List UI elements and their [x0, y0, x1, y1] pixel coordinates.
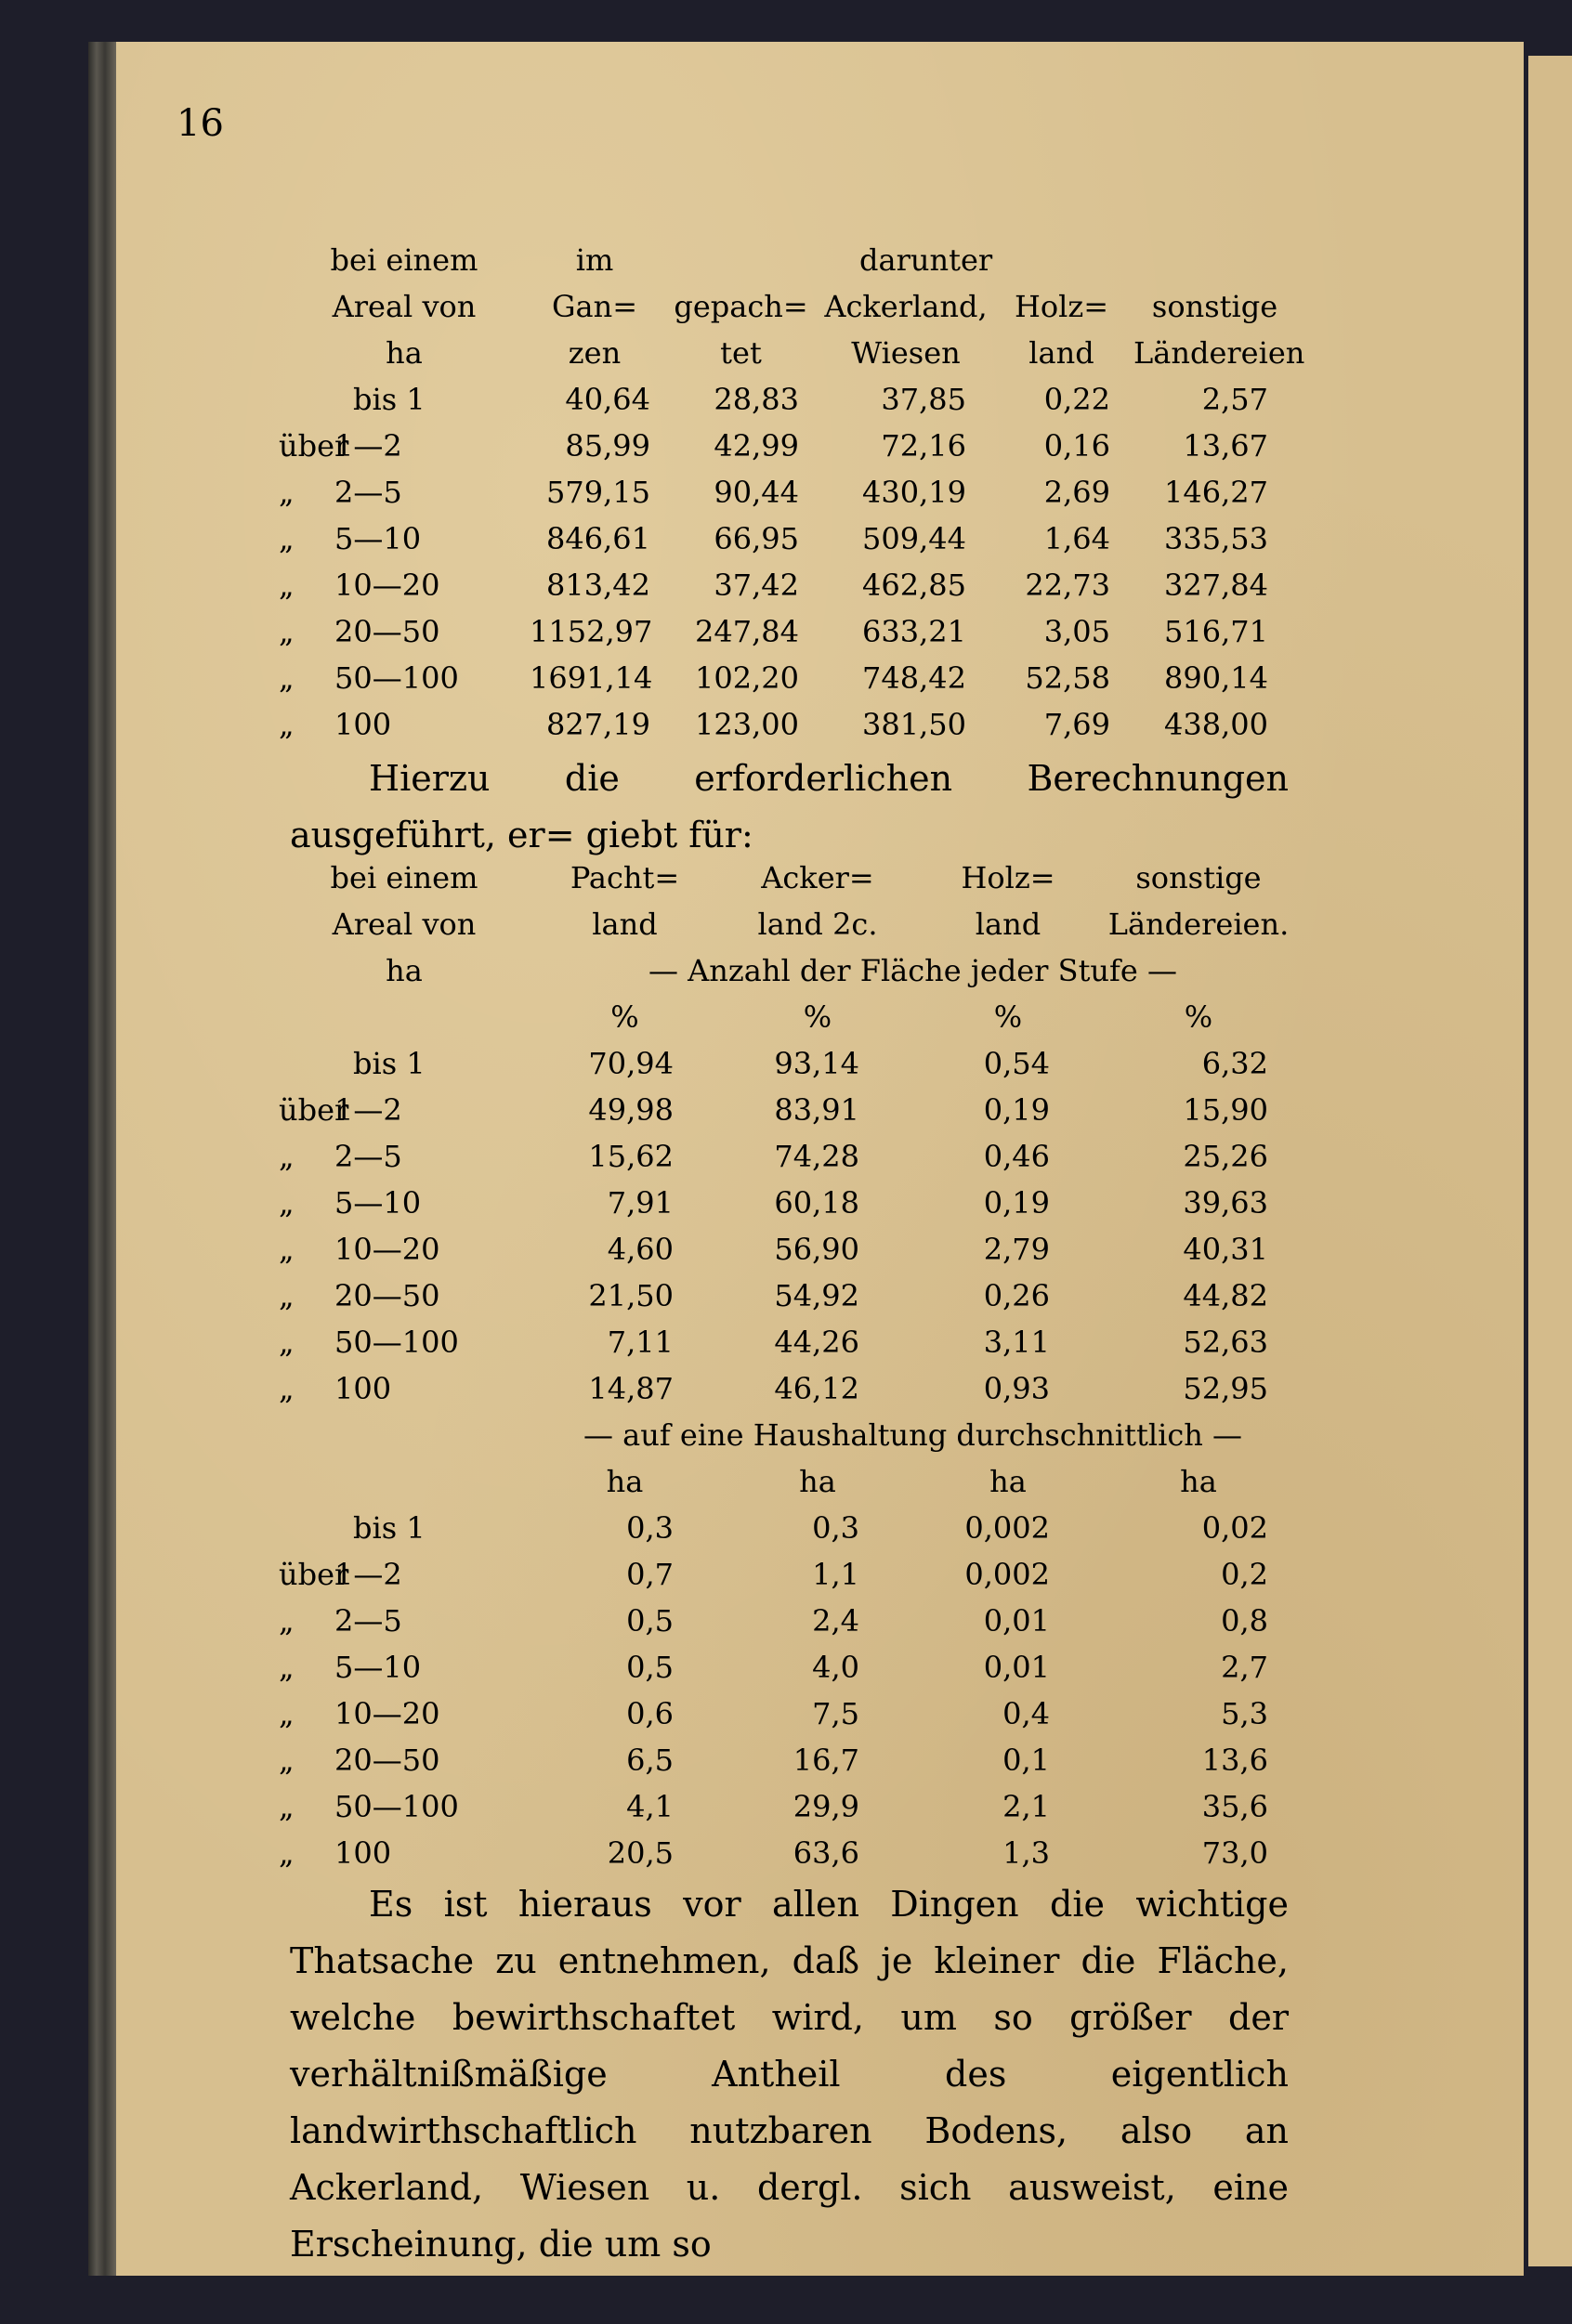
area-prefix: „ — [279, 1185, 295, 1221]
cell-arable: 83,91 — [774, 1092, 859, 1128]
area-range: 50—100 — [334, 660, 459, 696]
cell-wood: 3,05 — [1043, 614, 1111, 649]
header-arable-line1: Acker= — [761, 860, 874, 895]
table-row — [279, 1598, 1296, 1644]
table-header-row — [279, 283, 1296, 330]
area-range: 1—2 — [334, 1092, 402, 1128]
unit-label: ha — [989, 1464, 1027, 1499]
cell-other: 13,6 — [1201, 1743, 1268, 1778]
table-row — [279, 1087, 1296, 1133]
header-wood-line2: land — [975, 907, 1041, 942]
cell-other: 438,00 — [1164, 707, 1269, 742]
cell-arable: 46,12 — [774, 1371, 859, 1406]
closing-text: Es ist hieraus vor allen Dingen die wichtige Thatsache zu entnehmen, daß je kleiner die Fläche, welche bewirthschaftet wird, um so größer der verhältnißmäßige Antheil des eigentlich landwirthschaftlich nutzbaren Bodens, also an Ackerland, Wiesen u. dergl. sich ausweist, eine Erscheinung, die um so — [290, 1884, 1289, 2265]
area-prefix: „ — [279, 475, 295, 510]
cell-leased: 0,6 — [626, 1696, 674, 1731]
cell-arable: 74,28 — [774, 1139, 859, 1174]
cell-leased: 70,94 — [588, 1046, 674, 1081]
cell-other: 40,31 — [1183, 1232, 1268, 1267]
section-title-row — [279, 1412, 1296, 1458]
area-range-cell — [279, 1133, 530, 1180]
header-leased-line2: tet — [720, 335, 762, 371]
header-area-line1: bei einem — [330, 242, 478, 278]
table-row — [279, 1505, 1296, 1551]
area-prefix: „ — [279, 1325, 295, 1360]
cell-leased: 90,44 — [714, 475, 799, 510]
table-row — [279, 1737, 1296, 1783]
area-range-cell — [279, 1040, 530, 1087]
area-prefix: „ — [279, 1743, 295, 1778]
table-row — [279, 1180, 1296, 1226]
table-row — [279, 1691, 1296, 1737]
unit-label: ha — [606, 1464, 644, 1499]
area-prefix: „ — [279, 568, 295, 603]
area-prefix: „ — [279, 660, 295, 696]
area-range-cell — [279, 1598, 530, 1644]
area-prefix: „ — [279, 1371, 295, 1406]
cell-other: 2,57 — [1201, 382, 1269, 417]
table-header-row — [279, 237, 1296, 283]
area-prefix: „ — [279, 1789, 295, 1824]
table-row — [279, 1551, 1296, 1598]
unit-row — [279, 1458, 1296, 1505]
unit-label: ha — [1180, 1464, 1217, 1499]
header-total-line1: im — [575, 242, 614, 278]
area-range: 2—5 — [334, 1139, 402, 1174]
intro-text: Hierzu die erforderlichen Berechnungen ausgeführt, er= giebt für: — [290, 758, 1289, 855]
area-range: 5—10 — [334, 1185, 422, 1221]
unit-row — [279, 994, 1296, 1040]
area-range-cell — [279, 1365, 530, 1412]
adjacent-page-edge — [1528, 56, 1572, 2266]
area-range-cell — [279, 1180, 530, 1226]
area-range: 100 — [334, 707, 392, 742]
table-row — [279, 1830, 1296, 1876]
table-header-row — [279, 947, 1296, 994]
table-row — [279, 608, 1296, 655]
table-header-row — [279, 901, 1296, 947]
area-range: 50—100 — [334, 1325, 459, 1360]
cell-arable: 72,16 — [881, 428, 966, 463]
area-range: 50—100 — [334, 1789, 459, 1824]
area-prefix: „ — [279, 614, 295, 649]
area-range-cell — [279, 1737, 530, 1783]
cell-leased: 0,5 — [626, 1603, 674, 1639]
area-range: 10—20 — [334, 568, 440, 603]
header-area-line1: bei einem — [330, 860, 478, 895]
header-other-line1: sonstige — [1135, 860, 1262, 895]
header-arable-line1: Ackerland, — [824, 289, 988, 324]
cell-arable: 462,85 — [862, 568, 966, 603]
cell-other: 5,3 — [1221, 1696, 1268, 1731]
cell-leased: 247,84 — [695, 614, 799, 649]
cell-wood: 1,64 — [1043, 521, 1111, 556]
cell-other: 335,53 — [1164, 521, 1269, 556]
cell-arable: 37,85 — [881, 382, 966, 417]
cell-leased: 0,3 — [626, 1510, 674, 1546]
header-area-line3: ha — [386, 335, 423, 371]
header-leased-line1: gepach= — [674, 289, 808, 324]
table-row — [279, 1040, 1296, 1087]
cell-wood: 2,69 — [1043, 475, 1111, 510]
header-other-line2: Ländereien — [1133, 335, 1305, 371]
cell-wood: 0,4 — [1002, 1696, 1050, 1731]
table-row — [279, 562, 1296, 608]
cell-other: 516,71 — [1164, 614, 1269, 649]
table-absolute-areas — [279, 237, 1305, 748]
cell-leased: 102,20 — [695, 660, 799, 696]
header-total-line3: zen — [568, 335, 622, 371]
header-total-line2: Gan= — [551, 289, 638, 324]
cell-other: 52,63 — [1183, 1325, 1268, 1360]
cell-other: 2,7 — [1221, 1650, 1268, 1685]
header-darunter: darunter — [859, 242, 993, 278]
cell-leased: 123,00 — [695, 707, 799, 742]
table-row — [279, 469, 1296, 516]
header-wood-line1: Holz= — [961, 860, 1055, 895]
area-range-cell — [279, 608, 530, 655]
cell-other: 15,90 — [1183, 1092, 1268, 1128]
cell-wood: 0,26 — [983, 1278, 1050, 1313]
cell-total: 85,99 — [565, 428, 650, 463]
unit-label: % — [993, 999, 1023, 1035]
intro-paragraph — [290, 751, 1289, 864]
cell-total: 1152,97 — [530, 614, 653, 649]
area-prefix: über — [279, 1092, 349, 1128]
table-header-row — [279, 855, 1296, 901]
area-range: 20—50 — [334, 614, 440, 649]
header-wood-line1: Holz= — [1014, 289, 1109, 324]
table-row — [279, 655, 1296, 701]
table-row — [279, 1226, 1296, 1273]
table-row — [279, 376, 1296, 423]
header-area-line3: ha — [386, 953, 423, 988]
area-range-cell — [279, 1505, 530, 1551]
cell-other: 73,0 — [1201, 1835, 1268, 1871]
header-area-line2: Areal von — [332, 289, 477, 324]
cell-leased: 0,7 — [626, 1557, 674, 1592]
area-range: 10—20 — [334, 1232, 440, 1267]
area-prefix: „ — [279, 1603, 295, 1639]
cell-leased: 37,42 — [714, 568, 799, 603]
cell-other: 890,14 — [1164, 660, 1269, 696]
area-range: 100 — [334, 1371, 392, 1406]
cell-leased: 49,98 — [588, 1092, 674, 1128]
area-range-cell — [279, 1783, 530, 1830]
table-row — [279, 423, 1296, 469]
area-range-cell — [279, 376, 530, 423]
cell-other: 327,84 — [1164, 568, 1269, 603]
unit-label: % — [803, 999, 832, 1035]
cell-arable: 7,5 — [812, 1696, 859, 1731]
cell-other: 44,82 — [1183, 1278, 1268, 1313]
page-number: 16 — [177, 102, 224, 145]
cell-other: 35,6 — [1201, 1789, 1268, 1824]
header-arable-line2: land 2c. — [757, 907, 878, 942]
cell-arable: 63,6 — [793, 1835, 859, 1871]
cell-other: 52,95 — [1183, 1371, 1268, 1406]
cell-other: 13,67 — [1183, 428, 1269, 463]
table-row — [279, 1644, 1296, 1691]
header-leased-line2: land — [592, 907, 658, 942]
cell-wood: 2,79 — [983, 1232, 1050, 1267]
cell-wood: 1,3 — [1002, 1835, 1050, 1871]
area-prefix: „ — [279, 1278, 295, 1313]
cell-leased: 15,62 — [588, 1139, 674, 1174]
cell-wood: 0,002 — [964, 1510, 1050, 1546]
cell-leased: 4,1 — [626, 1789, 674, 1824]
cell-wood: 3,11 — [983, 1325, 1050, 1360]
area-range-cell — [279, 516, 530, 562]
cell-leased: 7,91 — [607, 1185, 674, 1221]
cell-total: 846,61 — [546, 521, 650, 556]
table-row — [279, 1273, 1296, 1319]
table-row — [279, 1365, 1296, 1412]
cell-wood: 52,58 — [1025, 660, 1111, 696]
cell-leased: 0,5 — [626, 1650, 674, 1685]
area-prefix: über — [279, 1557, 349, 1592]
area-range-cell — [279, 1691, 530, 1737]
unit-label: ha — [799, 1464, 836, 1499]
cell-wood: 0,19 — [983, 1092, 1050, 1128]
table-row — [279, 1319, 1296, 1365]
table-header-row — [279, 330, 1296, 376]
cell-leased: 20,5 — [607, 1835, 674, 1871]
cell-arable: 54,92 — [774, 1278, 859, 1313]
area-range: bis 1 — [353, 1046, 426, 1081]
area-prefix: über — [279, 428, 349, 463]
area-prefix: „ — [279, 1650, 295, 1685]
cell-arable: 509,44 — [862, 521, 966, 556]
cell-leased: 28,83 — [714, 382, 799, 417]
area-prefix: „ — [279, 1139, 295, 1174]
cell-total: 827,19 — [546, 707, 650, 742]
header-arable-line2: Wiesen — [851, 335, 961, 371]
cell-wood: 0,54 — [983, 1046, 1050, 1081]
cell-arable: 56,90 — [774, 1232, 859, 1267]
cell-other: 6,32 — [1201, 1046, 1268, 1081]
area-range: bis 1 — [353, 382, 426, 417]
area-range: 5—10 — [334, 1650, 422, 1685]
cell-arable: 44,26 — [774, 1325, 859, 1360]
area-range-cell — [279, 1319, 530, 1365]
cell-wood: 0,46 — [983, 1139, 1050, 1174]
cell-leased: 66,95 — [714, 521, 799, 556]
area-range: 20—50 — [334, 1278, 440, 1313]
area-range-cell — [279, 423, 530, 469]
header-wood-line2: land — [1028, 335, 1094, 371]
area-range: 2—5 — [334, 475, 402, 510]
header-other-line1: sonstige — [1151, 289, 1278, 324]
unit-label: % — [610, 999, 639, 1035]
cell-arable: 29,9 — [793, 1789, 859, 1824]
area-range-cell — [279, 469, 530, 516]
area-range: 1—2 — [334, 1557, 402, 1592]
area-range: 10—20 — [334, 1696, 440, 1731]
cell-wood: 0,1 — [1002, 1743, 1050, 1778]
cell-wood: 0,93 — [983, 1371, 1050, 1406]
cell-total: 579,15 — [546, 475, 650, 510]
area-range: 20—50 — [334, 1743, 440, 1778]
cell-wood: 22,73 — [1025, 568, 1111, 603]
closing-paragraph — [290, 1876, 1289, 2273]
book-binding — [88, 42, 116, 2276]
area-range: bis 1 — [353, 1510, 426, 1546]
area-range-cell — [279, 655, 530, 701]
table-row — [279, 1783, 1296, 1830]
area-range-cell — [279, 1273, 530, 1319]
cell-other: 146,27 — [1164, 475, 1269, 510]
cell-wood: 0,16 — [1043, 428, 1111, 463]
cell-arable: 0,3 — [812, 1510, 859, 1546]
cell-leased: 6,5 — [626, 1743, 674, 1778]
cell-leased: 14,87 — [588, 1371, 674, 1406]
area-range-cell — [279, 1551, 530, 1598]
cell-other: 39,63 — [1183, 1185, 1268, 1221]
cell-arable: 633,21 — [862, 614, 966, 649]
area-range-cell — [279, 1830, 530, 1876]
table-row — [279, 516, 1296, 562]
cell-other: 0,8 — [1221, 1603, 1268, 1639]
cell-wood: 2,1 — [1002, 1789, 1050, 1824]
table-row — [279, 701, 1296, 748]
cell-leased: 4,60 — [607, 1232, 674, 1267]
header-other-line2: Ländereien. — [1107, 907, 1290, 942]
cell-arable: 430,19 — [862, 475, 966, 510]
cell-arable: 93,14 — [774, 1046, 859, 1081]
cell-arable: 60,18 — [774, 1185, 859, 1221]
section-title-household: — auf eine Haushaltung durchschnittlich — — [583, 1417, 1243, 1453]
cell-leased: 21,50 — [588, 1278, 674, 1313]
cell-wood: 0,01 — [983, 1603, 1050, 1639]
area-prefix: „ — [279, 521, 295, 556]
cell-wood: 0,22 — [1043, 382, 1111, 417]
cell-total: 1691,14 — [530, 660, 653, 696]
cell-arable: 1,1 — [812, 1557, 859, 1592]
area-range: 100 — [334, 1835, 392, 1871]
cell-wood: 7,69 — [1043, 707, 1111, 742]
cell-wood: 0,002 — [964, 1557, 1050, 1592]
area-range: 2—5 — [334, 1603, 402, 1639]
area-prefix: „ — [279, 1696, 295, 1731]
cell-leased: 7,11 — [607, 1325, 674, 1360]
area-range-cell — [279, 562, 530, 608]
area-prefix: „ — [279, 1835, 295, 1871]
cell-arable: 381,50 — [862, 707, 966, 742]
cell-wood: 0,01 — [983, 1650, 1050, 1685]
area-range-cell — [279, 1087, 530, 1133]
area-range-cell — [279, 1644, 530, 1691]
cell-total: 813,42 — [546, 568, 650, 603]
area-range-cell — [279, 1226, 530, 1273]
area-range: 1—2 — [334, 428, 402, 463]
cell-arable: 4,0 — [812, 1650, 859, 1685]
area-range-cell — [279, 701, 530, 748]
section-title-percent: — Anzahl der Fläche jeder Stufe — — [648, 953, 1177, 988]
area-prefix: „ — [279, 1232, 295, 1267]
area-range: 5—10 — [334, 521, 422, 556]
table-row — [279, 1133, 1296, 1180]
cell-other: 0,02 — [1201, 1510, 1268, 1546]
cell-other: 25,26 — [1183, 1139, 1268, 1174]
cell-arable: 2,4 — [812, 1603, 859, 1639]
cell-wood: 0,19 — [983, 1185, 1050, 1221]
cell-arable: 748,42 — [862, 660, 966, 696]
cell-leased: 42,99 — [714, 428, 799, 463]
header-leased-line1: Pacht= — [570, 860, 680, 895]
area-prefix: „ — [279, 707, 295, 742]
unit-label: % — [1184, 999, 1213, 1035]
table-percent-and-per-household — [279, 855, 1296, 1876]
cell-arable: 16,7 — [793, 1743, 859, 1778]
cell-other: 0,2 — [1221, 1557, 1268, 1592]
cell-total: 40,64 — [565, 382, 650, 417]
header-area-line2: Areal von — [332, 907, 477, 942]
